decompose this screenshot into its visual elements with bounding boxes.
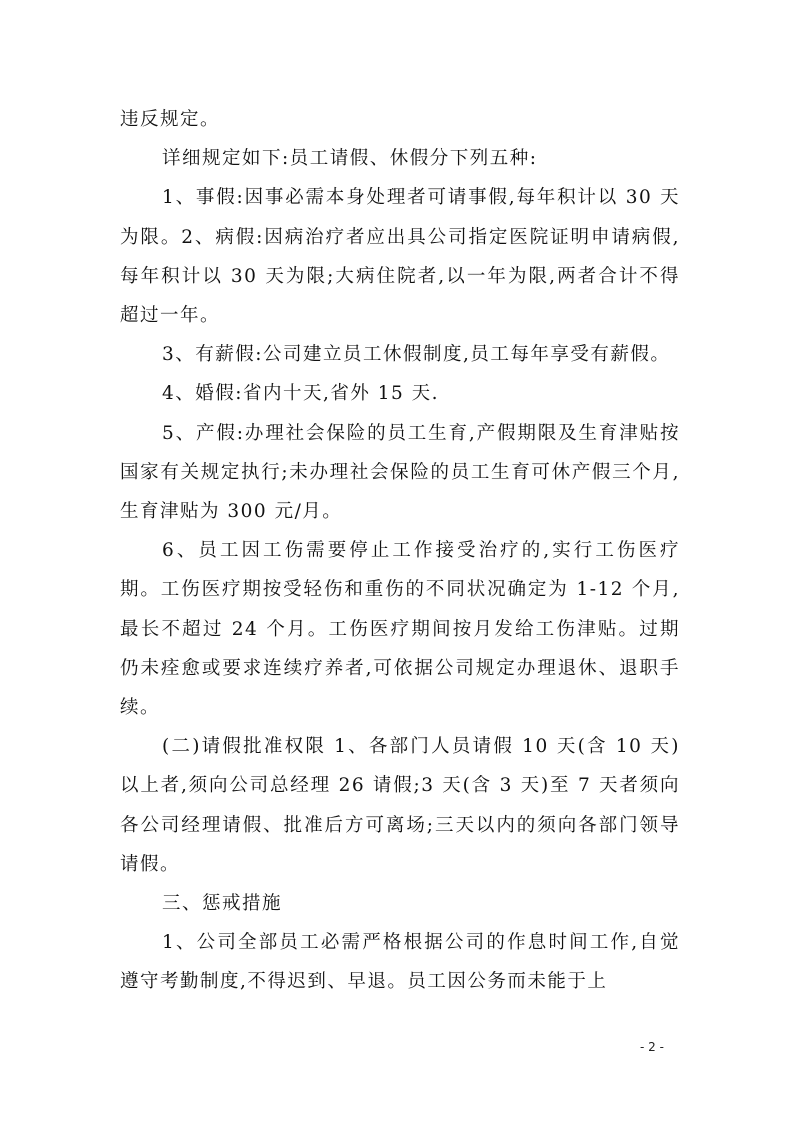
paragraph-marriage-leave: 4、婚假:省内十天,省外 15 天. — [162, 383, 440, 405]
paragraph-continuation: 违反规定。 — [120, 109, 221, 130]
paragraph-personal-and-sick-leave: 1、事假:因事必需本身处理者可请事假,每年积计以 30 天为限。2、病假:因病治疗者应出具公司指定医院证明申请病假,每年积计以 30 天为限;大病住院者,以一年为限,两者合计不得超过一年。 — [120, 187, 680, 327]
document-body — [120, 100, 680, 1002]
paragraph-paid-leave: 3、有薪假:公司建立员工休假制度,员工每年享受有薪假。 — [162, 344, 671, 366]
paragraph-leave-types-intro: 详细规定如下:员工请假、休假分下列五种: — [162, 148, 538, 170]
paragraph-work-injury-leave: 6、员工因工伤需要停止工作接受治疗的,实行工伤医疗期。工伤医疗期按受轻伤和重伤的不同状况确定为 1-12 个月,最长不超过 24 个月。工伤医疗期间按月发给工伤津贴。过期仍未痊愈或要求连续疗养者,可依据公司规定办理退休、退职手续。 — [120, 540, 680, 719]
paragraph-approval-authority: (二)请假批准权限 1、各部门人员请假 10 天(含 10 天)以上者,须向公司总经理 26 请假;3 天(含 3 天)至 7 天者须向各公司经理请假、批准后方可离场;三天以内的须向各部门领导请假。 — [120, 736, 680, 875]
section-heading-disciplinary-measures: 三、惩戒措施 — [162, 893, 283, 915]
paragraph-maternity-leave: 5、产假:办理社会保险的员工生育,产假期限及生育津贴按国家有关规定执行;未办理社会保险的员工生育可休产假三个月,生育津贴为 300 元/月。 — [120, 422, 680, 523]
paragraph-attendance-rules: 1、公司全部员工必需严格根据公司的作息时间工作,自觉遵守考勤制度,不得迟到、早退。员工因公务而未能于上 — [120, 932, 680, 993]
page-number: - 2 - — [640, 1040, 664, 1054]
